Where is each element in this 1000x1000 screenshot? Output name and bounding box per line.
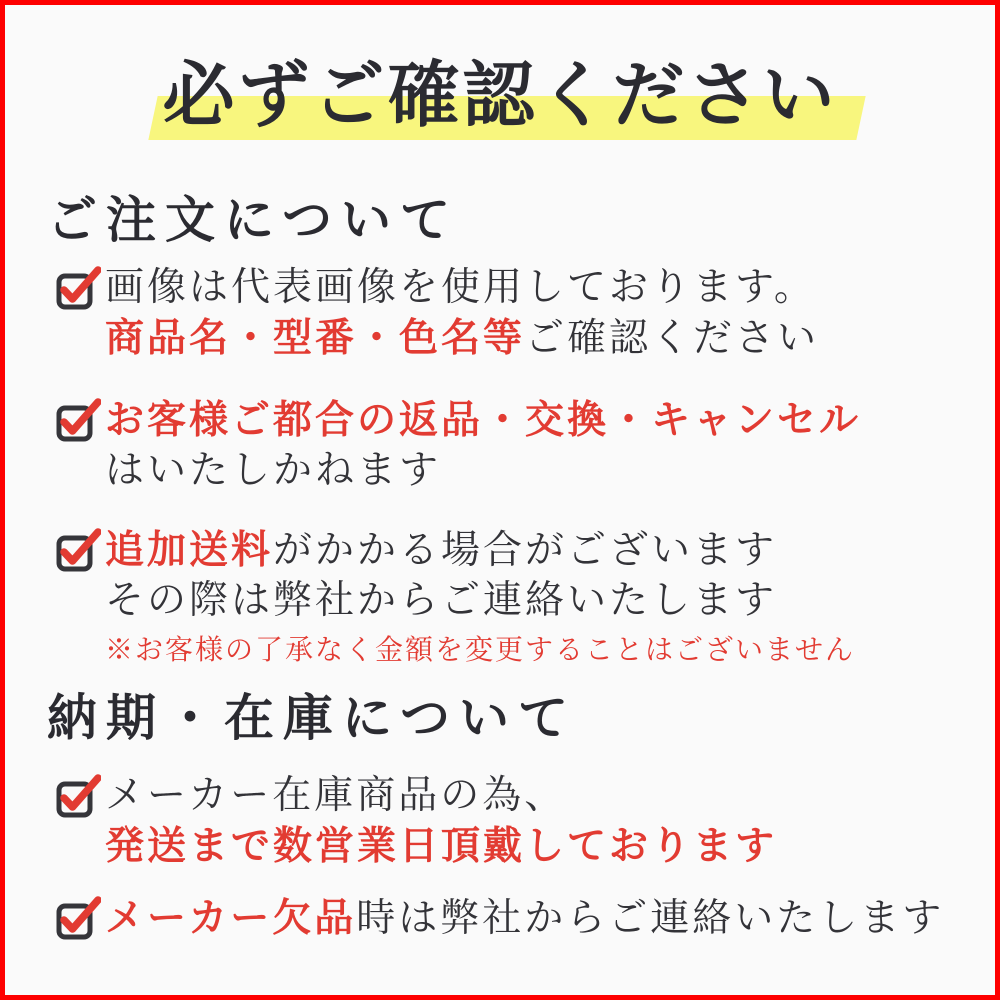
checklist-item-stock-leadtime xyxy=(55,771,777,872)
item-line xyxy=(105,313,819,364)
item-text-emphasis: 商品名・型番・色名等 xyxy=(105,315,526,361)
checkbox-icon xyxy=(55,528,101,572)
item-line xyxy=(105,771,777,821)
checkbox-icon xyxy=(55,266,101,310)
item-text-emphasis: お客様ご都合の返品・交換・キャンセル xyxy=(105,397,862,443)
item-text: 画像は代表画像を使用しております。 xyxy=(105,265,816,310)
checkbox-icon xyxy=(55,774,101,818)
item-line xyxy=(105,446,861,496)
item-line xyxy=(105,525,855,576)
item-footnote: ※お客様の了承なく金額を変更することはございません xyxy=(105,633,856,666)
checklist-item-out-of-stock xyxy=(55,893,944,944)
item-text-emphasis: 追加送料 xyxy=(105,527,274,573)
checklist-item-representative-image xyxy=(55,263,819,364)
item-line xyxy=(105,263,819,313)
item-text: メーカー在庫商品の為、 xyxy=(105,773,567,818)
item-text: 時は弊社からご連絡いたします xyxy=(356,896,945,941)
item-line xyxy=(105,893,944,944)
item-line xyxy=(105,395,861,446)
item-text-emphasis: メーカー欠品 xyxy=(105,895,357,941)
item-text: その際は弊社からご連絡いたします xyxy=(105,578,778,623)
checkbox-icon xyxy=(55,896,101,940)
item-line xyxy=(105,821,777,872)
checklist-item-return-policy xyxy=(55,395,861,496)
checklist-item-extra-shipping xyxy=(55,525,855,672)
section-heading-stock: 納期・在庫について xyxy=(47,688,577,747)
section-heading-orders: ご注文について xyxy=(47,190,459,249)
item-text: はいたしかねます xyxy=(105,448,442,493)
item-text: ご確認ください xyxy=(525,316,820,361)
item-text-emphasis: 発送まで数営業日頂戴しております xyxy=(105,823,778,869)
item-text: がかかる場合がございます xyxy=(273,528,778,573)
checkbox-icon xyxy=(55,398,101,442)
page-title: 必ずご確認ください xyxy=(162,52,838,137)
item-line xyxy=(105,576,855,626)
